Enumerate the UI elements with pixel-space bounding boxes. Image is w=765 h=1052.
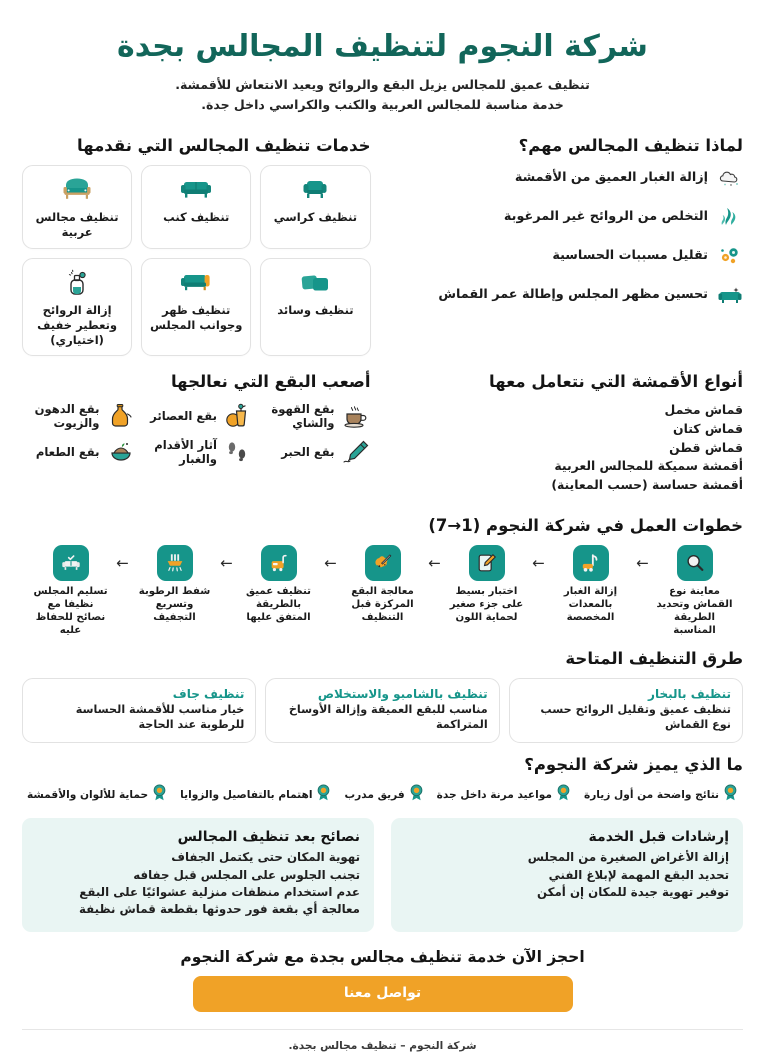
method-title: تنظيف بالشامبو والاستخلاص bbox=[317, 687, 488, 702]
arabic-majlis-icon bbox=[59, 175, 95, 205]
pen-icon bbox=[341, 437, 371, 467]
clean-sofa-icon bbox=[717, 282, 743, 308]
service-label: تنظيف كراسي bbox=[273, 209, 358, 224]
rosette-icon bbox=[556, 784, 571, 806]
services-title: خدمات تنظيف المجالس التي نقدمها bbox=[77, 135, 371, 155]
why-item bbox=[395, 282, 744, 308]
step-caption: شفط الرطوبة وتسريع التجفيف bbox=[138, 586, 211, 623]
armchair-icon bbox=[300, 175, 330, 205]
coffee-cup-icon bbox=[341, 401, 371, 431]
stains-grid bbox=[22, 401, 371, 467]
step-item bbox=[656, 545, 734, 637]
step-caption: معاينة نوع القماش وتحديد الطريقة المناسبة bbox=[656, 586, 733, 636]
magnifier-icon bbox=[677, 545, 713, 581]
deep-clean-icon bbox=[261, 545, 297, 581]
subtitle-line-1: تنظيف عميق للمجالس يزيل البقع والروائح ويعيد الانتعاش للأقمشة. bbox=[175, 76, 590, 92]
sofa-check-icon bbox=[53, 545, 89, 581]
stain-item bbox=[257, 437, 371, 467]
why-item-label: التخلص من الروائح غير المرغوبة bbox=[503, 209, 708, 225]
fabric-item: أقمشة حساسة (حسب المعاينة) bbox=[551, 476, 743, 492]
stain-item bbox=[140, 437, 254, 467]
features-section bbox=[22, 755, 743, 806]
step-item bbox=[240, 545, 318, 624]
oil-bottle-icon bbox=[106, 401, 136, 431]
why-title: لماذا تنظيف المجالس مهم؟ bbox=[518, 135, 743, 155]
contact-us-button[interactable]: تواصل معنا bbox=[193, 976, 573, 1012]
page-footer: شركة النجوم – تنظيف مجالس بجدة. bbox=[22, 1029, 743, 1052]
cta-heading: احجز الآن خدمة تنظيف مجالس بجدة مع شركة النجوم bbox=[180, 947, 585, 966]
steps-title: خطوات العمل في شركة النجوم (1→7) bbox=[428, 516, 743, 536]
vacuum-icon bbox=[573, 545, 609, 581]
before-service-item: توفير تهوية جيدة للمكان إن أمكن bbox=[537, 884, 729, 899]
fabrics-column bbox=[395, 372, 744, 494]
stains-title: أصعب البقع التي نعالجها bbox=[170, 372, 371, 392]
before-service-list bbox=[405, 849, 729, 901]
stain-item bbox=[140, 401, 254, 431]
stain-item bbox=[22, 401, 136, 431]
odor-waves-icon bbox=[717, 204, 743, 230]
method-card[interactable] bbox=[265, 678, 499, 743]
feature-label: فريق مدرب bbox=[344, 789, 405, 802]
step-arrow-icon: ← bbox=[220, 554, 233, 573]
step-arrow-icon: ← bbox=[532, 554, 545, 573]
after-service-list bbox=[36, 849, 360, 919]
method-card[interactable] bbox=[22, 678, 256, 743]
after-service-panel bbox=[22, 818, 374, 932]
step-item bbox=[136, 545, 214, 624]
dust-cloud-icon bbox=[717, 165, 743, 191]
service-label: تنظيف مجالس عربية bbox=[35, 209, 119, 239]
page-subtitle bbox=[22, 75, 743, 116]
after-service-item: تهوية المكان حتى يكتمل الجفاف bbox=[171, 850, 360, 865]
step-arrow-icon: ← bbox=[636, 554, 649, 573]
features-title: ما الذي يميز شركة النجوم؟ bbox=[524, 755, 743, 775]
feature-item bbox=[437, 784, 571, 806]
feature-label: حماية للألوان والأقمشة bbox=[26, 789, 149, 802]
why-item bbox=[395, 165, 744, 191]
method-card[interactable] bbox=[509, 678, 743, 743]
method-title: تنظيف بالبخار bbox=[648, 687, 731, 702]
step-arrow-icon: ← bbox=[428, 554, 441, 573]
cta-section bbox=[22, 948, 743, 1012]
fabrics-title: أنواع الأقمشة التي نتعامل معها bbox=[489, 372, 743, 392]
stains-column bbox=[22, 372, 371, 467]
feature-label: مواعيد مرنة داخل جدة bbox=[436, 789, 552, 802]
cushions-icon bbox=[298, 268, 332, 298]
why-item bbox=[395, 204, 744, 230]
dryer-icon bbox=[157, 545, 193, 581]
juice-glass-icon bbox=[223, 401, 253, 431]
rosette-icon bbox=[152, 784, 167, 806]
sofa-side-icon bbox=[179, 268, 213, 298]
method-title: تنظيف جاف bbox=[172, 687, 245, 702]
service-card[interactable] bbox=[141, 165, 251, 249]
stain-label: بقع الحبر bbox=[281, 445, 335, 460]
fabric-item: أقمشة سميكة للمجالس العربية bbox=[554, 458, 743, 474]
stain-label: بقع الطعام bbox=[35, 445, 100, 460]
step-item bbox=[344, 545, 422, 624]
step-caption: معالجة البقع المركزة قبل التنظيف bbox=[351, 586, 414, 623]
features-row bbox=[22, 784, 743, 806]
feature-item bbox=[584, 784, 738, 806]
stain-label: آثار الأقدام والغبار bbox=[154, 437, 217, 467]
stain-label: بقع الدهون والزيوت bbox=[34, 401, 100, 431]
step-caption: إزالة الغبار بالمعدات المخصصة bbox=[563, 586, 618, 623]
feature-item bbox=[27, 784, 167, 806]
feature-item bbox=[180, 784, 331, 806]
step-caption: تنظيف عميق بالطريقة المتفق عليها bbox=[246, 586, 311, 623]
fabric-item: قماش قطن bbox=[669, 439, 743, 455]
before-service-title: إرشادات قبل الخدمة bbox=[588, 829, 729, 846]
stains-and-fabrics-band bbox=[22, 372, 743, 494]
why-list bbox=[395, 165, 744, 308]
services-grid bbox=[22, 165, 371, 357]
fabric-item: قماش مخمل bbox=[664, 402, 743, 418]
rosette-icon bbox=[316, 784, 331, 806]
food-plate-icon bbox=[106, 437, 136, 467]
tips-panels bbox=[22, 818, 743, 932]
services-column bbox=[22, 136, 371, 357]
method-desc: مناسب للبقع العميقة وإزالة الأوساخ المتراكمة bbox=[288, 703, 488, 732]
subtitle-line-2: خدمة مناسبة للمجالس العربية والكنب والكراسي داخل جدة. bbox=[201, 97, 564, 113]
stain-brush-icon bbox=[365, 545, 401, 581]
fabric-item: قماش كتان bbox=[673, 421, 743, 437]
methods-row bbox=[22, 678, 743, 743]
step-item bbox=[448, 545, 526, 624]
services-and-why-band bbox=[22, 136, 743, 357]
before-service-panel bbox=[391, 818, 743, 932]
stain-item bbox=[257, 401, 371, 431]
fabrics-list bbox=[395, 401, 744, 494]
steps-section bbox=[22, 516, 743, 637]
service-label: تنظيف كنب bbox=[163, 209, 230, 224]
step-caption: اختبار بسيط على جزء صغير لحماية اللون bbox=[449, 586, 524, 623]
why-item-label: إزالة الغبار العميق من الأقمشة bbox=[514, 170, 708, 186]
page-header bbox=[22, 0, 743, 116]
service-label: تنظيف ظهر وجوانب المجلس bbox=[150, 302, 243, 332]
why-item bbox=[395, 243, 744, 269]
after-service-item: معالجة أي بقعة فور حدوثها بقطعة قماش نظيفة bbox=[79, 902, 360, 917]
service-card[interactable] bbox=[260, 258, 370, 357]
allergens-icon bbox=[717, 243, 743, 269]
methods-title: طرق التنظيف المتاحة bbox=[565, 649, 743, 669]
before-service-item: تحديد البقع المهمة لإبلاغ الفني bbox=[548, 867, 729, 882]
perfume-bottle-icon bbox=[63, 268, 91, 298]
stain-label: بقع القهوة والشاي bbox=[271, 401, 335, 431]
method-desc: تنظيف عميق وتقليل الروائح حسب نوع القماش bbox=[540, 703, 731, 732]
service-card[interactable] bbox=[260, 165, 370, 249]
methods-section bbox=[22, 649, 743, 743]
step-item bbox=[32, 545, 110, 637]
service-label: إزالة الروائح وتعطير خفيف (اختياري) bbox=[37, 302, 118, 347]
stain-label: بقع العصائر bbox=[150, 409, 217, 424]
step-arrow-icon: ← bbox=[116, 554, 129, 573]
method-desc: خيار مناسب للأقمشة الحساسة للرطوبة عند الحاجة bbox=[75, 703, 245, 732]
service-card[interactable] bbox=[22, 258, 132, 357]
steps-row bbox=[22, 545, 743, 637]
footprints-icon bbox=[223, 437, 253, 467]
why-item-label: تقليل مسببات الحساسية bbox=[552, 248, 708, 264]
feature-label: اهتمام بالتفاصيل والزوايا bbox=[180, 789, 313, 802]
why-item-label: تحسين مظهر المجلس وإطالة عمر القماش bbox=[438, 287, 708, 303]
test-patch-icon bbox=[469, 545, 505, 581]
rosette-icon bbox=[723, 784, 738, 806]
stain-item bbox=[22, 437, 136, 467]
step-arrow-icon: ← bbox=[324, 554, 337, 573]
rosette-icon bbox=[409, 784, 424, 806]
sofa-icon bbox=[179, 175, 213, 205]
page-title: شركة النجوم لتنظيف المجالس بجدة bbox=[117, 29, 648, 64]
step-caption: تسليم المجلس نظيفا مع نصائح للحفاظ عليه bbox=[33, 586, 108, 636]
service-card[interactable] bbox=[141, 258, 251, 357]
after-service-item: عدم استخدام منظفات منزلية عشوائيًا على البقع bbox=[79, 884, 360, 899]
service-card[interactable] bbox=[22, 165, 132, 249]
step-item bbox=[552, 545, 630, 624]
after-service-item: تجنب الجلوس على المجلس قبل جفافه bbox=[133, 867, 360, 882]
service-label: تنظيف وسائد bbox=[277, 302, 354, 317]
feature-label: نتائج واضحة من أول زيارة bbox=[583, 789, 720, 802]
feature-item bbox=[344, 784, 423, 806]
before-service-item: إزالة الأغراض الصغيرة من المجلس bbox=[527, 850, 729, 865]
after-service-title: نصائح بعد تنظيف المجالس bbox=[177, 829, 360, 846]
why-column bbox=[395, 136, 744, 321]
